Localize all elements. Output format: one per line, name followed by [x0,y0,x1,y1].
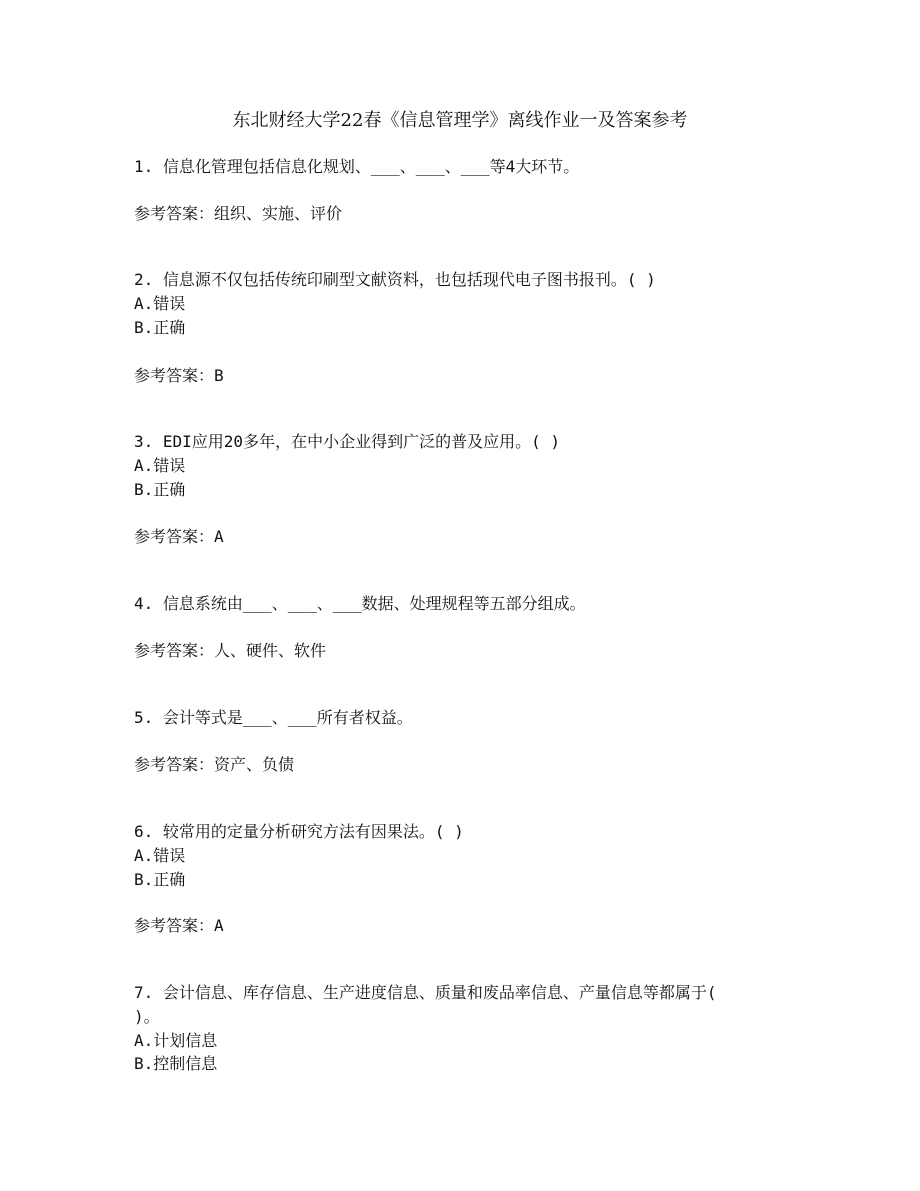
question-3-answer: 参考答案：A [134,527,224,546]
question-6-text: 6. 较常用的定量分析研究方法有因果法。( ) [134,822,464,841]
question-3-text: 3. EDI应用20多年，在中小企业得到广泛的普及应用。( ) [134,432,560,451]
question-5-text: 5. 会计等式是___、___所有者权益。 [134,708,413,727]
question-2-text: 2. 信息源不仅包括传统印刷型文献资料，也包括现代电子图书报刊。( ) [134,270,656,289]
question-7-option-b: B.控制信息 [134,1054,218,1073]
question-7-option-a: A.计划信息 [134,1031,218,1050]
question-7-text-continued: )。 [134,1007,160,1026]
question-6-option-a: A.错误 [134,846,186,865]
question-4-text: 4. 信息系统由___、___、___数据、处理规程等五部分组成。 [134,594,586,613]
question-6-answer: 参考答案：A [134,916,224,935]
question-2-answer: 参考答案：B [134,366,224,385]
question-2-option-a: A.错误 [134,294,186,313]
question-2-option-b: B.正确 [134,318,186,337]
question-1-text: 1. 信息化管理包括信息化规划、___、___、___等4大环节。 [134,157,580,176]
question-7-text: 7. 会计信息、库存信息、生产进度信息、质量和废品率信息、产量信息等都属于( [134,983,717,1002]
question-4-answer: 参考答案：人、硬件、软件 [134,641,327,660]
document-title: 东北财经大学22春《信息管理学》离线作业一及答案参考 [232,110,688,131]
question-6-option-b: B.正确 [134,870,186,889]
question-5-answer: 参考答案：资产、负债 [134,755,295,774]
question-3-option-b: B.正确 [134,480,186,499]
question-1-answer: 参考答案：组织、实施、评价 [134,204,343,223]
question-3-option-a: A.错误 [134,456,186,475]
